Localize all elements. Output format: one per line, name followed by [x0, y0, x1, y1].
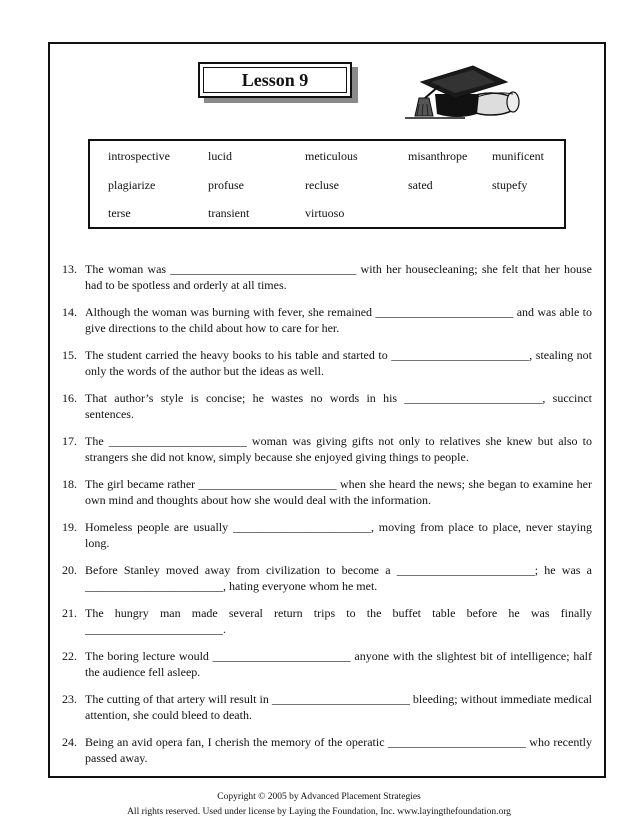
word-bank-item: transient: [208, 206, 250, 220]
question-number: 18.: [62, 477, 77, 491]
question-list: [62, 262, 592, 778]
word-bank-item: recluse: [305, 178, 339, 192]
question-text: The student carried the heavy books to his table and started to _______________________, stealing not only the words of the author but the ideas as well.: [85, 348, 592, 378]
question-number: 24.: [62, 735, 77, 749]
question-text: The _______________________ woman was giving gifts not only to relatives she knew but also to strangers she did not know, simply because she enjoyed giving things to people.: [85, 434, 592, 464]
question-number: 17.: [62, 434, 77, 448]
question-item: [62, 477, 592, 508]
question-item: [62, 563, 592, 594]
question-text: Although the woman was burning with fever, she remained _______________________ and was able to give directions to the child about how to care for her.: [85, 305, 592, 335]
question-number: 16.: [62, 391, 77, 405]
question-text: The cutting of that artery will result in _______________________ bleeding; without immediate medical attention, she could bleed to death.: [85, 692, 592, 722]
word-bank-item: profuse: [208, 178, 244, 192]
question-number: 14.: [62, 305, 77, 319]
word-bank-item: stupefy: [492, 178, 528, 192]
word-bank-item: introspective: [108, 149, 170, 163]
question-item: [62, 649, 592, 680]
question-text: Before Stanley moved away from civilization to become a _______________________; he was a _______________________, hating everyone whom he met.: [85, 563, 592, 593]
question-text: The woman was _______________________________ with her housecleaning; she felt that her house had to be spotless and orderly at all times.: [85, 262, 592, 292]
word-bank: [88, 139, 566, 229]
question-number: 22.: [62, 649, 77, 663]
word-bank-item: munificent: [492, 149, 544, 163]
question-item: [62, 305, 592, 336]
question-number: 15.: [62, 348, 77, 362]
question-item: [62, 434, 592, 465]
page-title: Lesson 9: [203, 67, 347, 93]
question-number: 23.: [62, 692, 77, 706]
word-bank-item: terse: [108, 206, 131, 220]
question-text: The boring lecture would _______________________ anyone with the slightest bit of intelligence; half the audience fell asleep.: [85, 649, 592, 679]
footer-license: All rights reserved. Used under license by Laying the Foundation, Inc. www.layingthefoundation.org: [127, 807, 511, 817]
word-bank-item: lucid: [208, 149, 232, 163]
footer-copyright: Copyright © 2005 by Advanced Placement Strategies: [217, 792, 421, 802]
question-number: 21.: [62, 606, 77, 620]
graduation-cap-icon: [395, 60, 525, 122]
question-item: [62, 735, 592, 766]
question-number: 13.: [62, 262, 77, 276]
question-text: The hungry man made several return trips to the buffet table before he was finally _______________________.: [85, 606, 592, 636]
word-bank-item: meticulous: [305, 149, 358, 163]
question-number: 20.: [62, 563, 77, 577]
question-item: [62, 262, 592, 293]
title-box: [198, 62, 352, 98]
question-text: The girl became rather _______________________ when she heard the news; she began to examine her own mind and thoughts about how she would deal with the information.: [85, 477, 592, 507]
question-text: Being an avid opera fan, I cherish the memory of the operatic _______________________ who recently passed away.: [85, 735, 592, 765]
question-number: 19.: [62, 520, 77, 534]
question-item: [62, 692, 592, 723]
word-bank-item: sated: [408, 178, 433, 192]
question-item: [62, 606, 592, 637]
word-bank-item: virtuoso: [305, 206, 345, 220]
question-item: [62, 391, 592, 422]
word-bank-item: plagiarize: [108, 178, 156, 192]
word-bank-item: misanthrope: [408, 149, 468, 163]
question-text: That author’s style is concise; he wastes no words in his _______________________, succinct sentences.: [85, 391, 592, 421]
question-text: Homeless people are usually _______________________, moving from place to place, never staying long.: [85, 520, 592, 550]
question-item: [62, 520, 592, 551]
question-item: [62, 348, 592, 379]
